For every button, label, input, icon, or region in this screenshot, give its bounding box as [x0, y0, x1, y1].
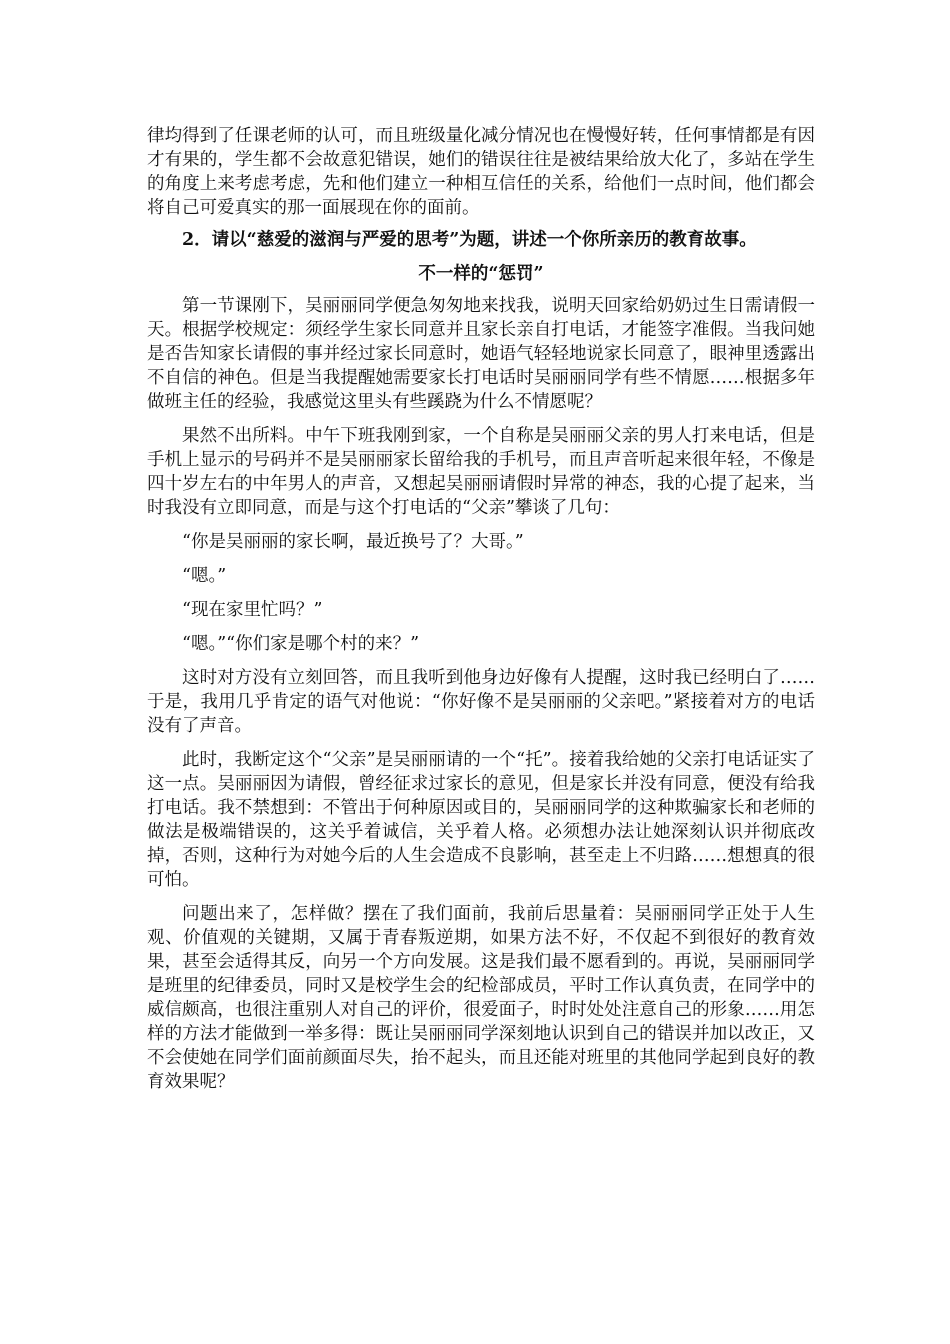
dialogue-line-4: “嗯。”“你们家是哪个村的来？”: [182, 634, 420, 654]
story-paragraph-3: 这时对方没有立刻回答，而且我听到他身边好像有人提醒，这时我已经明白了……于是，我用几乎肯定的语气对他说：“你好像不是吴丽丽的父亲吧。”紧接着对方的电话没有了声音。: [147, 668, 815, 736]
story-paragraph-4: 此时，我断定这个“父亲”是吴丽丽请的一个“托”。接着我给她的父亲打电话证实了这一点。吴丽丽因为请假，曾经征求过家长的意见，但是家长并没有同意，便没有给我打电话。我不禁想到：不管出于何种原因或目的，吴丽丽同学的这种欺骗家长和老师的做法是极端错误的，这关乎着诚信，关乎着人格。必须想办法让她深刻认识并彻底改掉，否则，这种行为对她今后的人生会造成不良影响，甚至走上不归路……想想真的很可怕。: [147, 750, 815, 890]
story-title: 不一样的“惩罚”: [418, 264, 544, 284]
document-page: [147, 124, 815, 1094]
story-paragraph-5: 问题出来了，怎样做？摆在了我们面前，我前后思量着：吴丽丽同学正处于人生观、价值观的关键期，又属于青春叛逆期，如果方法不好，不仅起不到很好的教育效果，甚至会适得其反，向另一个方向发展。这是我们最不愿看到的。再说，吴丽丽同学是班里的纪律委员，同时又是校学生会的纪检部成员，平时工作认真负责，在同学中的威信颇高，也很注重别人对自己的评价，很爱面子，时时处处注意自己的形象……用怎样的方法才能做到一举多得：既让吴丽丽同学深刻地认识到自己的错误并加以改正，又不会使她在同学们面前颜面尽失，抬不起头，而且还能对班里的其他同学起到良好的教育效果呢？: [147, 904, 815, 1092]
dialogue-line-3: “现在家里忙吗？”: [182, 600, 323, 620]
dialogue-line-1: “你是吴丽丽的家长啊，最近换号了？大哥。”: [182, 532, 524, 552]
story-paragraph-2: 果然不出所料。中午下班我刚到家，一个自称是吴丽丽父亲的男人打来电话，但是手机上显示的号码并不是吴丽丽家长留给我的手机号，而且声音听起来很年轻，不像是四十岁左右的中年男人的声音，又想起吴丽丽请假时异常的神态，我的心提了起来，当时我没有立即同意，而是与这个打电话的“父亲”攀谈了几句：: [147, 426, 815, 518]
question-heading: 2．请以“慈爱的滋润与严爱的思考”为题，讲述一个你所亲历的教育故事。: [182, 230, 757, 250]
dialogue-line-2: “嗯。”: [182, 566, 227, 586]
story-paragraph-1: 第一节课刚下，吴丽丽同学便急匆匆地来找我，说明天回家给奶奶过生日需请假一天。根据学校规定：须经学生家长同意并且家长亲自打电话，才能签字准假。当我问她是否告知家长请假的事并经过家长同意时，她语气轻轻地说家长同意了，眼神里透露出不自信的神色。但是当我提醒她需要家长打电话时吴丽丽同学有些不情愿……根据多年做班主任的经验，我感觉这里头有些蹊跷为什么不情愿呢？: [147, 296, 815, 412]
intro-paragraph: 律均得到了任课老师的认可，而且班级量化减分情况也在慢慢好转，任何事情都是有因才有果的，学生都不会故意犯错误，她们的错误往往是被结果给放大化了，多站在学生的角度上来考虑考虑，先和他们建立一种相互信任的关系，给他们一点时间，他们都会将自己可爱真实的那一面展现在你的面前。: [147, 126, 815, 218]
